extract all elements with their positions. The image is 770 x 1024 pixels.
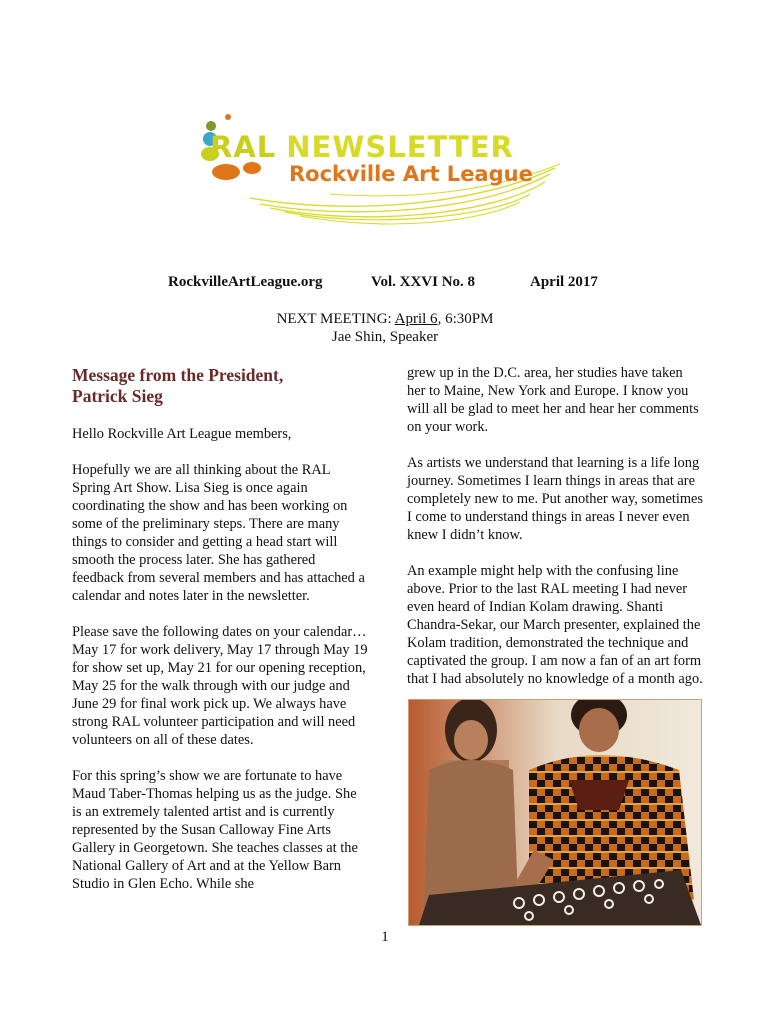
logo-ral-text: RAL (210, 130, 277, 164)
heading-line-1: Message from the President, (72, 365, 284, 385)
logo-title (210, 130, 514, 164)
logo-org-name: Rockville Art League (289, 162, 533, 186)
meeting-label: NEXT MEETING: (276, 311, 392, 327)
article-left-column (72, 365, 368, 893)
paragraph-3: For this spring’s show we are fortunate to have Maud Taber-Thomas helping us as the judge. She is an extremely talented artist and is currently represented by the Susan Calloway Fine Arts Gallery in Georgetown. She teaches classes at the National Gallery of Art and at the Yellow Barn Studio in Glen Echo. While she (72, 768, 358, 892)
photo-illustration (409, 700, 701, 925)
paragraph-1: Hopefully we are all thinking about the RAL Spring Art Show. Lisa Sieg is once again coordinating the show and has been working on some of the preliminary steps. There are many things to consider and getting a head start will smooth the process later. She has gathered feedback from several members and has attached a calendar and notes later in the newsletter. (72, 462, 365, 604)
paragraph-6: An example might help with the confusing line above. Prior to the last RAL meeting I had never even heard of Indian Kolam drawing. Shanti Chandra-Sekar, our March presenter, explained the Kolam tradition, demonstrated the technique and captivated the group. I am now a fan of an art form that I had absolutely no knowledge of a month ago. (407, 563, 703, 687)
meeting-line (0, 310, 770, 328)
masthead-website: RockvilleArtLeague.org (168, 274, 323, 290)
article-heading (72, 365, 368, 407)
article-right-column (407, 364, 703, 688)
logo-newsletter-text: NEWSLETTER (286, 130, 514, 164)
meeting-time: , 6:30PM (437, 311, 494, 327)
masthead-volume: Vol. XXVI No. 8 (371, 274, 476, 290)
page-number: 1 (381, 929, 389, 945)
paragraph-5: As artists we understand that learning is a life long journey. Sometimes I learn things in areas that are completely new to me. Put another way, sometimes I come to understand things in areas I never even knew I didn’t know. (407, 455, 704, 543)
next-meeting (0, 310, 770, 346)
paragraph-2: Please save the following dates on your calendar…May 17 for work delivery, May 17 through May 19 for show set up, May 21 for our opening reception, May 25 for the walk through with our judge and June 29 for final work pick up. We always have strong RAL volunteer participation and will need volunteers on all of these dates. (72, 624, 368, 748)
kolam-demonstration-photo (408, 699, 702, 926)
paragraph-4: grew up in the D.C. area, her studies have taken her to Maine, New York and Europe. I know you will all be glad to meet her and hear her comments on your work. (407, 365, 699, 435)
greeting: Hello Rockville Art League members, (72, 426, 292, 442)
meeting-date-link[interactable]: April 6 (394, 311, 438, 327)
meeting-speaker: Jae Shin, Speaker (331, 329, 439, 345)
heading-line-2: Patrick Sieg (72, 386, 163, 406)
masthead-date: April 2017 (530, 274, 598, 290)
ral-newsletter-logo (190, 108, 570, 248)
